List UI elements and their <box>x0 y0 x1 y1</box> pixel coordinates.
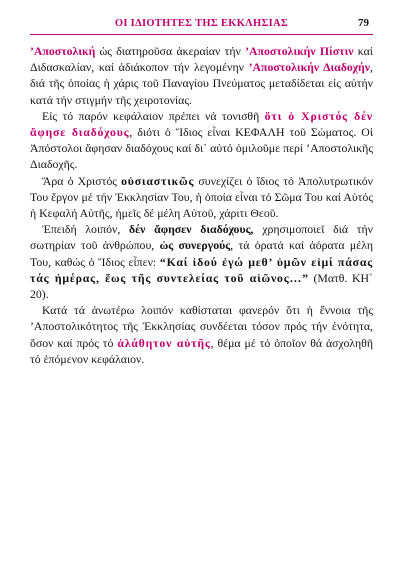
text-run: Εἰς τό παρόν κεφάλαιον πρέπει νά τονισθῆ <box>42 108 265 123</box>
text-run: , θέμα μέ τό ὁποῖον θά ἀσχοληθῆ τό ἑπόμενον κεφάλαιον. <box>30 335 373 366</box>
paragraph <box>30 43 373 108</box>
emphasis-text: ’Αποστολική <box>30 44 96 58</box>
text-run: , διότι ὁ Ἴδιος εἶναι ΚΕΦΑΛΗ τοῦ Σώματος. Οἱ Ἀπόστολοι ἄφησαν διαδόχους καί δι᾽ αὐτό ὁμιλοῦμε περί ’Αποστολικῆς Διαδοχῆς. <box>30 125 373 172</box>
text-run: , διά τῆς ὁποίας ἡ χάρις τοῦ Παναγίου Πνεύματος μεταδίδεται εἰς αὐτήν κατά τήν στιγμήν τῆς χειροτονίας. <box>30 60 373 107</box>
emphasis-text: ’Αποστολικήν Διαδοχήν <box>248 60 371 75</box>
emphasis-text: οὐσιαστικῶς <box>121 173 195 188</box>
page-number: 79 <box>358 17 369 29</box>
paragraph <box>30 221 373 302</box>
text-run: ὡς διατηροῦσα ἀκεραίαν τήν <box>95 44 246 58</box>
emphasis-text: ὅτι ὁ Χριστός δέν ἄφησε διαδόχους <box>30 108 373 140</box>
running-title: ΟΙ ΙΔΙΟΤΗΤΕΣ ΤΗΣ ΕΚΚΛΗΣΙΑΣ <box>114 18 289 29</box>
paragraph <box>30 108 373 173</box>
body-text <box>30 43 373 367</box>
text-run: συνεχίζει ὁ ἴδιος τό Ἀπολυτρωτικόν Του ἔργον μέ τήν Ἐκκλησίαν Του, ἡ ὁποία εἶναι τό Σῶμα Του καί Αὐτός ἡ Κεφαλή Αὐτῆς, ἡμεῖς δέ μέλη Αὐτοῦ, χάριτι Θεοῦ. <box>30 173 373 221</box>
paragraph <box>30 173 373 222</box>
page-header <box>30 12 373 35</box>
emphasis-text: δέν ἄφησεν διαδόχους, <box>128 222 254 237</box>
text-run: Ἐπειδή λοιπόν, <box>42 222 129 237</box>
emphasis-text: ἀλάθητον αὐτῆς <box>117 335 211 350</box>
text-run: Κατά τά ἀνωτέρω λοιπόν καθίσταται φανερόν ὅτι ἡ ἔννοια τῆς ’Αποστολικότητος τῆς Ἐκκλησίας συνδέεται τόσον πρός τήν ἑνότητα, ὅσον καί πρός τό <box>30 303 373 350</box>
text-run: Ἄρα ὁ Χριστός <box>42 173 122 188</box>
text-run: (Ματθ. ΚΗ΄ 20). <box>30 270 373 302</box>
text-run: , τά ὁρατά καί ἀόρατα μέλη Του, καθώς ὁ Ἴδιος εἶπεν: <box>30 238 373 269</box>
text-run: χρησιμοποιεῖ διά τήν σωτηρίαν τοῦ ἀνθρώπου, <box>30 222 373 253</box>
emphasis-text: “Καί ἰδού ἐγώ μεθ’ ὑμῶν εἰμί πάσας τάς ἡμέρας, ἕως τῆς συντελείας τοῦ αἰῶνος…” <box>30 254 373 285</box>
text-run: καί Διδασκαλίαν, καί ἀδιάκοπον τήν λεγομένην <box>30 44 373 75</box>
emphasis-text: ’Αποστολικήν Πίστιν <box>245 44 354 58</box>
paragraph <box>30 302 373 367</box>
emphasis-text: ὡς συνεργούς <box>159 238 231 253</box>
